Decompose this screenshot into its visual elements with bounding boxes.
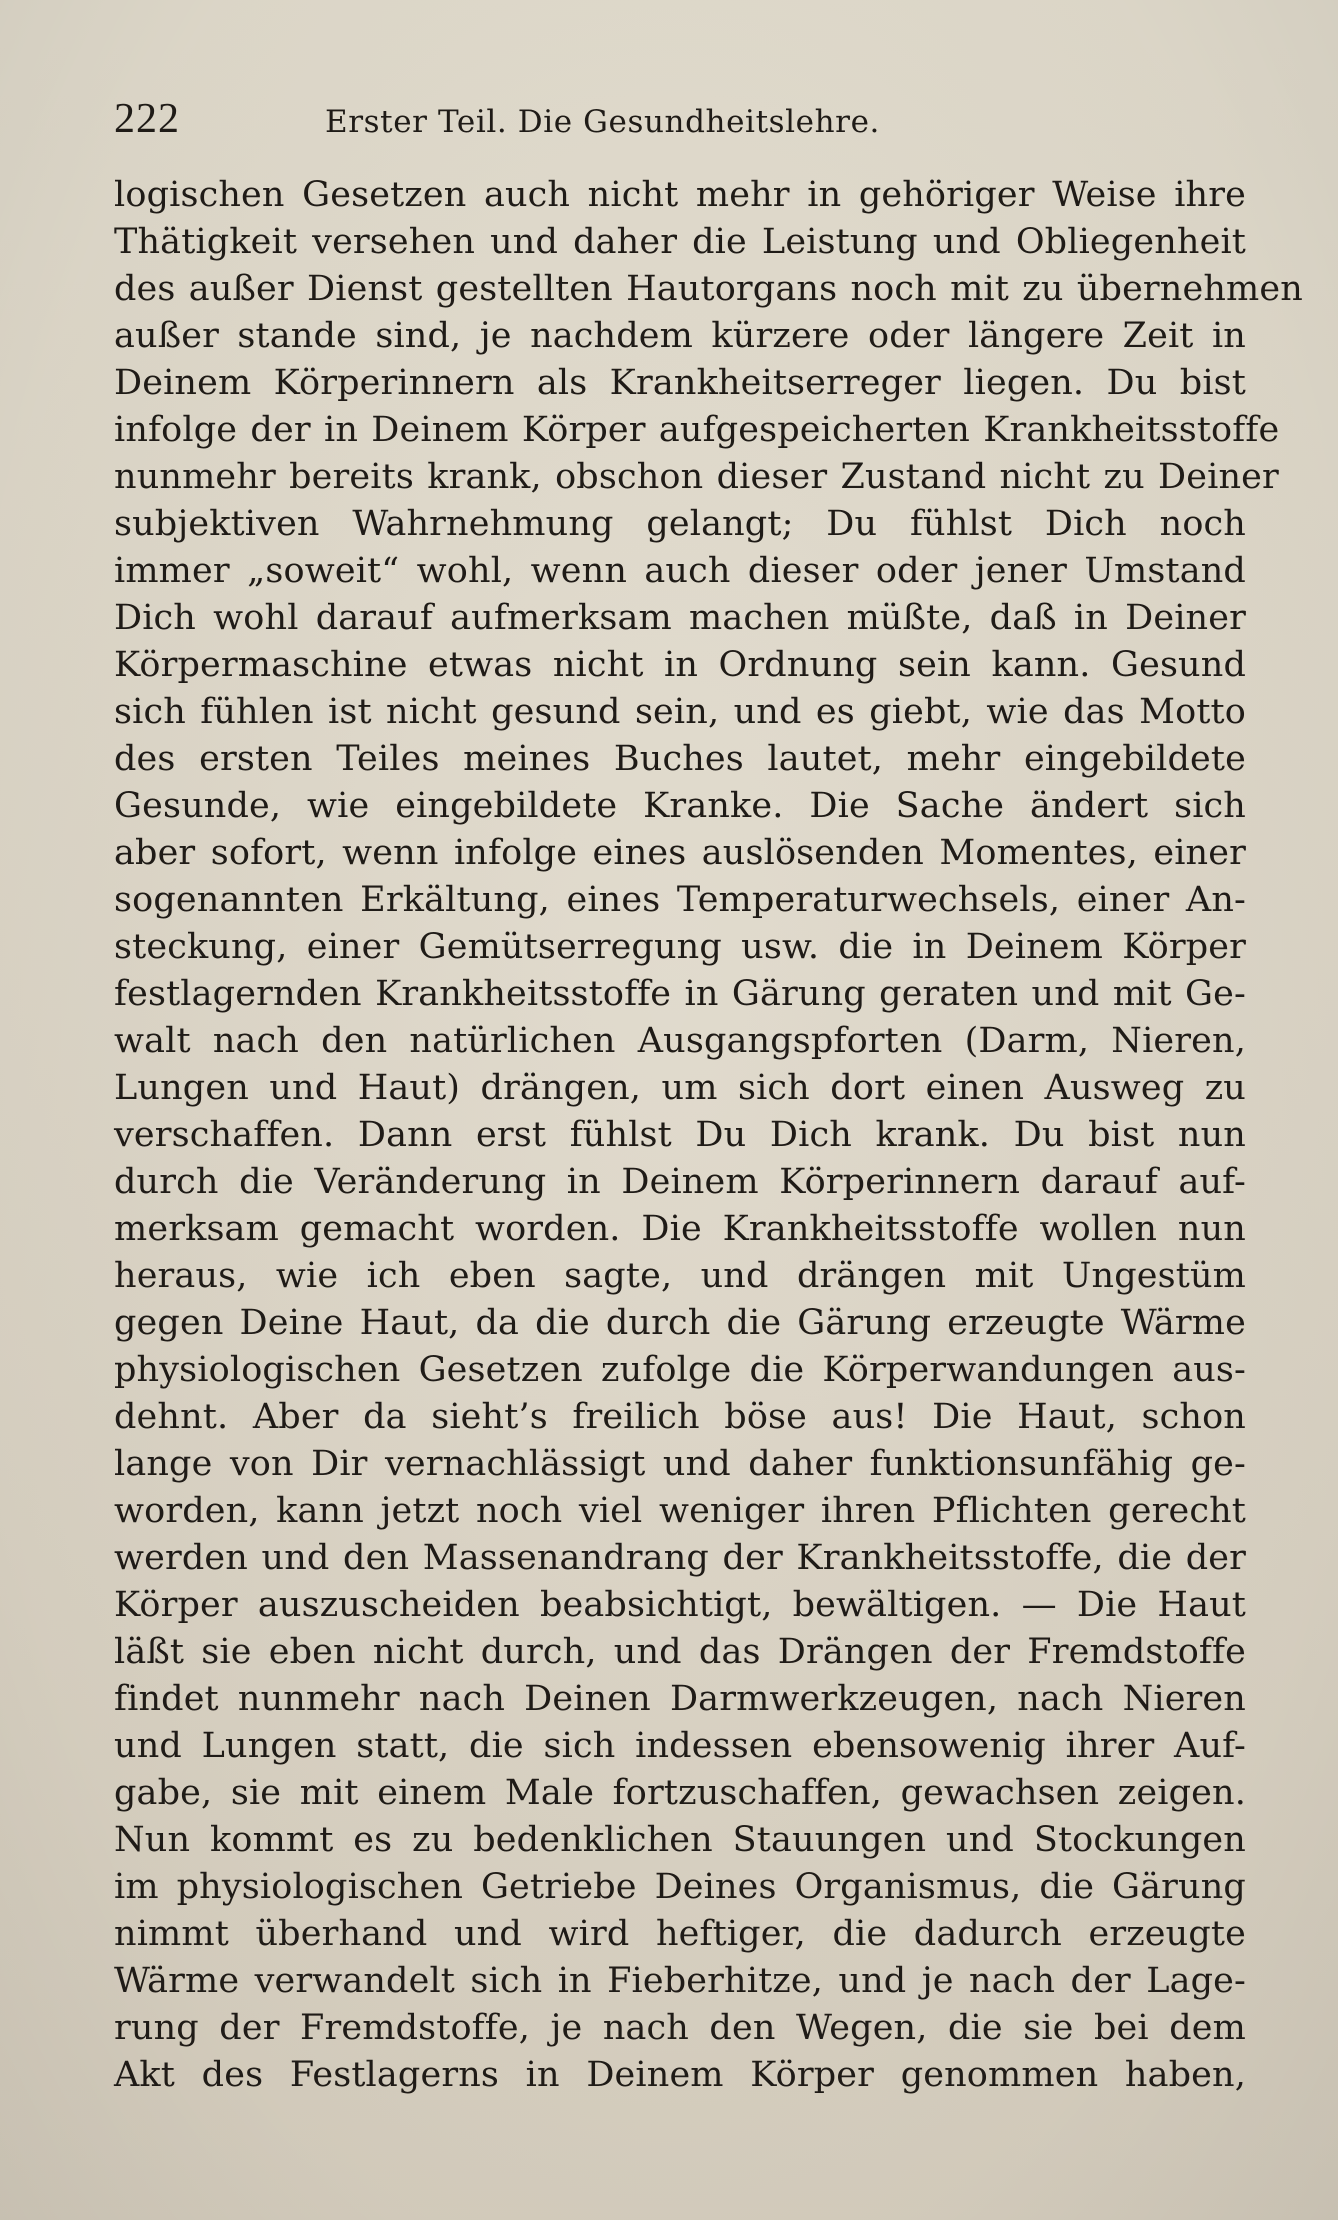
text-line: subjektiven Wahrnehmung gelangt; Du fühlst Dich noch	[114, 504, 1246, 544]
text-line: merksam gemacht worden. Die Krankheitsstoffe wollen nun	[114, 1209, 1246, 1249]
text-line: worden, kann jetzt noch viel weniger ihren Pflichten gerecht	[114, 1491, 1246, 1531]
text-line: im physiologischen Getriebe Deines Organismus, die Gärung	[114, 1867, 1246, 1907]
text-line: gegen Deine Haut, da die durch die Gärung erzeugte Wärme	[114, 1303, 1246, 1343]
text-line: gabe, sie mit einem Male fortzuschaffen, gewachsen zeigen.	[114, 1773, 1246, 1813]
text-line: steckung, einer Gemütserregung usw. die in Deinem Körper	[114, 927, 1246, 967]
text-line: immer „soweit“ wohl, wenn auch dieser oder jener Umstand	[114, 551, 1246, 591]
text-line: walt nach den natürlichen Ausgangspforten (Darm, Nieren,	[114, 1021, 1246, 1061]
running-head: Erster Teil. Die Gesundheitslehre.	[325, 104, 880, 140]
text-line: Gesunde, wie eingebildete Kranke. Die Sache ändert sich	[114, 786, 1246, 826]
text-line: Deinem Körperinnern als Krankheitserreger liegen. Du bist	[114, 363, 1246, 403]
page-number: 222	[114, 96, 180, 142]
text-line: des außer Dienst gestellten Hautorgans noch mit zu übernehmen	[114, 269, 1303, 309]
text-line: dehnt. Aber da sieht’s freilich böse aus! Die Haut, schon	[114, 1397, 1246, 1437]
text-line: heraus, wie ich eben sagte, und drängen mit Ungestüm	[114, 1256, 1246, 1296]
text-line: Wärme verwandelt sich in Fieberhitze, und je nach der Lage-	[114, 1961, 1246, 2001]
text-line: infolge der in Deinem Körper aufgespeicherten Krankheitsstoffe	[114, 410, 1280, 450]
text-line: durch die Veränderung in Deinem Körperinnern darauf auf-	[114, 1162, 1246, 1202]
text-line: des ersten Teiles meines Buches lautet, mehr eingebildete	[114, 739, 1246, 779]
text-line: Körper auszuscheiden beabsichtigt, bewältigen. — Die Haut	[114, 1585, 1246, 1625]
text-line: physiologischen Gesetzen zufolge die Körperwandungen aus-	[114, 1350, 1246, 1390]
text-line: außer stande sind, je nachdem kürzere oder längere Zeit in	[114, 316, 1246, 356]
text-line: findet nunmehr nach Deinen Darmwerkzeugen, nach Nieren	[114, 1679, 1246, 1719]
text-line: Körpermaschine etwas nicht in Ordnung sein kann. Gesund	[114, 645, 1246, 685]
text-line: werden und den Massenandrang der Krankheitsstoffe, die der	[114, 1538, 1246, 1578]
text-line: verschaffen. Dann erst fühlst Du Dich krank. Du bist nun	[114, 1115, 1246, 1155]
text-line: nunmehr bereits krank, obschon dieser Zustand nicht zu Deiner	[114, 457, 1279, 497]
text-line: logischen Gesetzen auch nicht mehr in gehöriger Weise ihre	[114, 175, 1246, 215]
text-line: Dich wohl darauf aufmerksam machen müßte, daß in Deiner	[114, 598, 1246, 638]
text-line: rung der Fremdstoffe, je nach den Wegen, die sie bei dem	[114, 2008, 1246, 2048]
body-text	[114, 172, 1303, 2099]
text-line: festlagernden Krankheitsstoffe in Gärung geraten und mit Ge-	[114, 974, 1246, 1014]
page-header	[114, 98, 1246, 156]
text-line: lange von Dir vernachlässigt und daher funktionsunfähig ge-	[114, 1444, 1246, 1484]
text-line: Nun kommt es zu bedenklichen Stauungen und Stockungen	[114, 1820, 1246, 1860]
text-line: Lungen und Haut) drängen, um sich dort einen Ausweg zu	[114, 1068, 1246, 1108]
text-line: Akt des Festlagerns in Deinem Körper genommen haben,	[114, 2055, 1246, 2095]
text-line: sogenannten Erkältung, eines Temperaturwechsels, einer An-	[114, 880, 1246, 920]
text-line: sich fühlen ist nicht gesund sein, und es giebt, wie das Motto	[114, 692, 1246, 732]
text-line: und Lungen statt, die sich indessen ebensowenig ihrer Auf-	[114, 1726, 1246, 1766]
text-line: nimmt überhand und wird heftiger, die dadurch erzeugte	[114, 1914, 1246, 1954]
text-line: läßt sie eben nicht durch, und das Drängen der Fremdstoffe	[114, 1632, 1246, 1672]
text-line: Thätigkeit versehen und daher die Leistung und Obliegenheit	[114, 222, 1246, 262]
text-line: aber sofort, wenn infolge eines auslösenden Momentes, einer	[114, 833, 1246, 873]
